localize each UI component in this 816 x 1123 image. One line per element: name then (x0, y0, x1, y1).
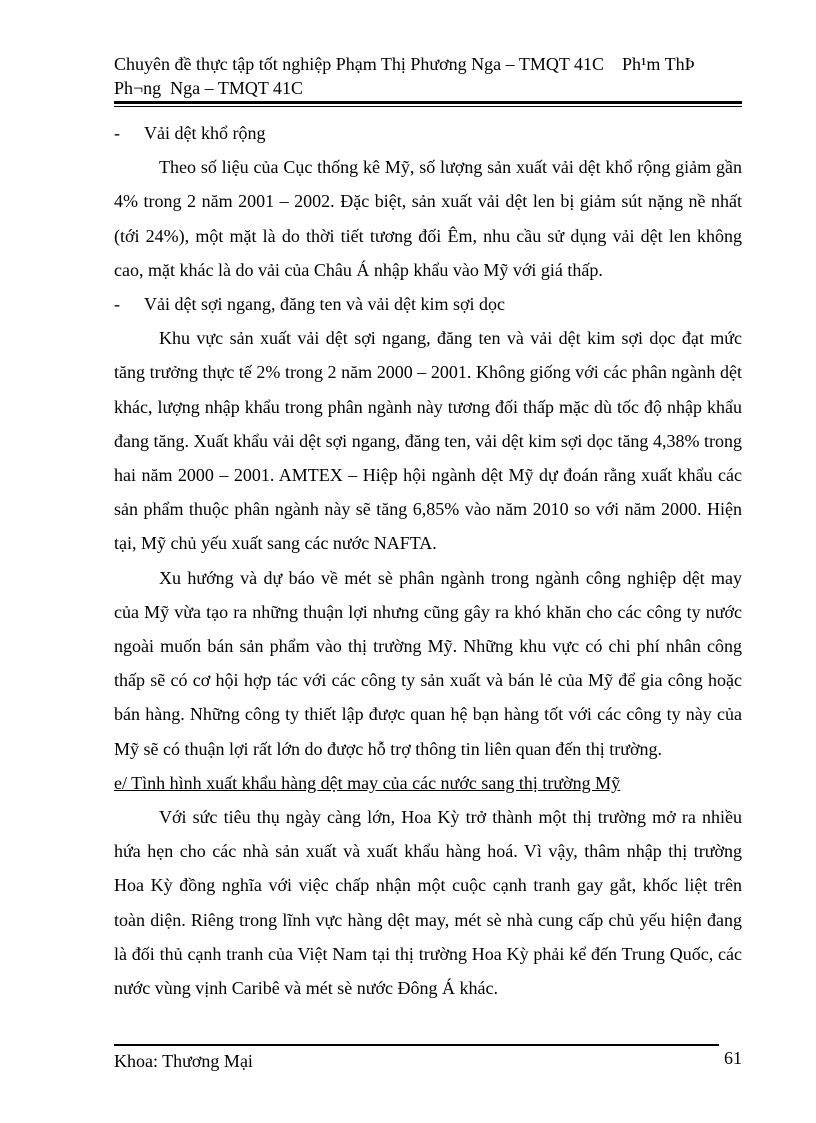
page-header (114, 52, 742, 100)
paragraph: Theo số liệu của Cục thống kê Mỹ, số lượng sản xuất vải dệt khổ rộng giảm gần 4% trong 2 năm 2001 – 2002. Đặc biệt, sản xuất vải dệt len bị giảm sút nặng nề nhất (tới 24%), một mặt là do thời tiết tương đối Êm, nhu cầu sử dụng vải dệt len không cao, mặt khác là do vải của Châu Á nhập khẩu vào Mỹ với giá thấp. (114, 157, 742, 280)
header-line-2: Ph¬ng Nga – TMQT 41C (114, 78, 303, 98)
bullet-dash: - (114, 294, 120, 315)
page-body (114, 116, 742, 1005)
bullet-text: Vải dệt sợi ngang, đăng ten và vải dệt kim sợi dọc (144, 294, 505, 315)
bullet-item (114, 287, 742, 321)
header-line-1: Chuyên đề thực tập tốt nghiệp Phạm Thị Phương Nga – TMQT 41C Ph¹m ThÞ (114, 54, 695, 74)
header-rule-thin (114, 106, 742, 107)
paragraph: Với sức tiêu thụ ngày càng lớn, Hoa Kỳ trở thành một thị trường mở ra nhiều hứa hẹn cho các nhà sản xuất và xuất khẩu hàng hoá. Vì vậy, thâm nhập thị trường Hoa Kỳ đồng nghĩa với việc chấp nhận một cuộc cạnh tranh gay gắt, khốc liệt trên toàn diện. Riêng trong lĩnh vực hàng dệt may, mét sè nhà cung cấp chủ yếu hiện đang là đối thủ cạnh tranh của Việt Nam tại thị trường Hoa Kỳ phải kể đến Trung Quốc, các nước vùng vịnh Caribê và mét sè nước Đông Á khác. (114, 807, 742, 999)
bullet-dash: - (114, 123, 120, 143)
footer-department: Khoa: Thương Mại (114, 1051, 253, 1071)
header-rule-thick (114, 101, 742, 104)
paragraph: Khu vực sản xuất vải dệt sợi ngang, đăng ten và vải dệt kim sợi dọc đạt mức tăng trưởng thực tế 2% trong 2 năm 2000 – 2001. Không giống với các phân ngành dệt khác, lượng nhập khẩu trong phân ngành này tương đối thấp mặc dù tốc độ nhập khẩu đang tăng. Xuất khẩu vải dệt sợi ngang, đăng ten, vải dệt kim sợi dọc tăng 4,38% trong hai năm 2000 – 2001. AMTEX – Hiệp hội ngành dệt Mỹ dự đoán rằng xuất khẩu các sản phẩm thuộc phân ngành này sẽ tăng 6,85% vào năm 2010 so với năm 2000. Hiện tại, Mỹ chủ yếu xuất sang các nước NAFTA. (114, 328, 742, 554)
page-number: 61 (724, 1048, 742, 1068)
section-heading: e/ Tình hình xuất khẩu hàng dệt may của các nước sang thị trường Mỹ (114, 772, 621, 793)
paragraph: Xu hướng và dự báo về mét sè phân ngành trong ngành công nghiệp dệt may của Mỹ vừa tạo ra những thuận lợi nhưng cũng gây ra khó khăn cho các công ty nước ngoài muốn bán sản phẩm vào thị trường Mỹ. Những khu vực có chi phí nhân công thấp sẽ có cơ hội hợp tác với các công ty sản xuất và bán lẻ của Mỹ để gia công hoặc bán hàng. Những công ty thiết lập được quan hệ bạn hàng tốt với các công ty này của Mỹ sẽ có thuận lợi rất lớn do được hỗ trợ thông tin liên quan đến thị trường. (114, 567, 742, 759)
footer-rule (114, 1044, 719, 1046)
document-page (114, 0, 742, 1123)
bullet-text: Vải dệt khổ rộng (144, 123, 266, 143)
bullet-item (114, 116, 742, 150)
